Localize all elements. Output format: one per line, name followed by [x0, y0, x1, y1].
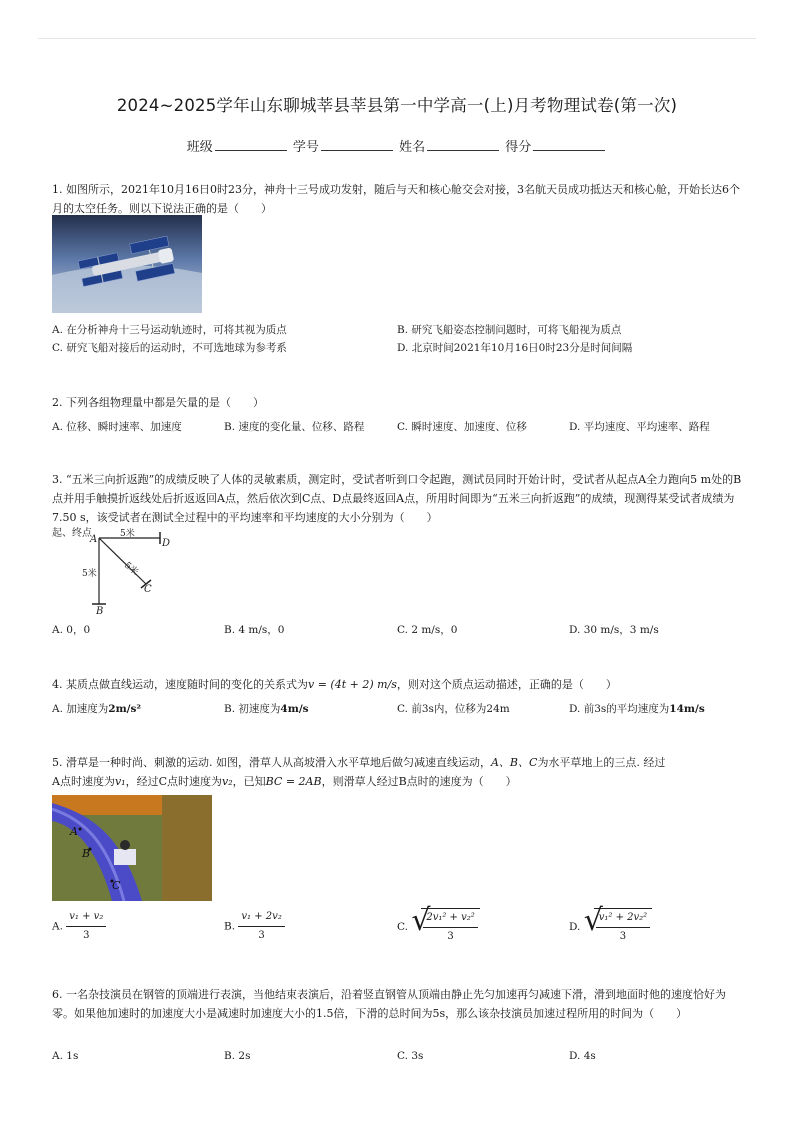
- question-5: [52, 753, 742, 791]
- question-3: [52, 470, 742, 527]
- q1-option-b[interactable]: B. 研究飞船姿态控制问题时，可将飞船视为质点: [397, 324, 622, 336]
- q5-relation: BC = 2AB: [265, 775, 322, 788]
- q5-points: A、B、C: [490, 756, 538, 769]
- q2-option-b[interactable]: B. 速度的变化量、位移、路程: [224, 421, 365, 433]
- q6-option-a[interactable]: A. 1s: [52, 1050, 79, 1062]
- q1-option-a[interactable]: A. 在分析神舟十三号运动轨迹时，可将其视为质点: [52, 324, 287, 336]
- score-blank[interactable]: [533, 138, 605, 151]
- q4-option-c[interactable]: C. 前3s内，位移为24m: [397, 703, 510, 715]
- q5-option-c[interactable]: C. √ $\frac{\text{2v₁² + v₂²}}{3}$: [397, 908, 480, 946]
- question-3-text: 3. “五米三向折返跑”的成绩反映了人体的灵敏素质，测定时，受试者听到口令起跑，测试员同时开始计时，受试者从起点A全力跑向5 m处的B点并用手触摸折返线处后折返返回A点，然后依次到C点、D点最终返回A点，所用时间即为“五米三向折返跑”的成绩，现测得某受试者成绩为7.50 s，该受试者在测试全过程中的平均速率和平均速度的大小分别为（ ）: [52, 473, 742, 524]
- grass-sliding-image: [52, 795, 212, 901]
- shuttle-run-diagram: [52, 526, 182, 616]
- question-1: [52, 180, 742, 218]
- length-top-label: 5米: [120, 529, 135, 539]
- q4-text-b: ，则对这个质点运动描述，正确的是（ ）: [396, 678, 617, 691]
- id-blank[interactable]: [321, 138, 393, 151]
- q5-v1: v₁: [114, 775, 126, 788]
- q4-option-d[interactable]: D. 前3s的平均速度为14m/s: [569, 703, 705, 715]
- exam-title: 2024~2025学年山东聊城莘县莘县第一中学高一(上)月考物理试卷(第一次): [116, 96, 678, 115]
- name-blank[interactable]: [427, 138, 499, 151]
- q5-option-b[interactable]: B. $\frac{\text{v₁ + 2v₂}}{3}$: [224, 908, 285, 945]
- q3-option-d[interactable]: D. 30 m/s，3 m/s: [569, 624, 659, 636]
- q3-option-b[interactable]: B. 4 m/s，0: [224, 624, 285, 636]
- q5-option-d[interactable]: D. √ $\frac{\text{v₁² + 2v₂²}}{3}$: [569, 908, 652, 946]
- question-2: [52, 393, 742, 412]
- q5-d-sqrt: √ $\frac{\text{v₁² + 2v₂²}}{3}$: [584, 908, 652, 946]
- length-diagonal-label: 5米: [122, 560, 140, 578]
- header-rule: [38, 38, 756, 39]
- q2-option-d[interactable]: D. 平均速度、平均速率、路程: [569, 421, 710, 433]
- point-d-label: D: [162, 538, 171, 549]
- question-4-text: [52, 675, 742, 694]
- name-label: 姓名: [399, 140, 426, 155]
- point-b-label: B: [96, 606, 104, 616]
- q6-option-d[interactable]: D. 4s: [569, 1050, 596, 1062]
- question-4: [52, 675, 742, 694]
- question-6: [52, 985, 742, 1023]
- question-2-text: 2. 下列各组物理量中都是矢量的是（ ）: [52, 396, 264, 409]
- question-6-text: 6. 一名杂技演员在钢管的顶端进行表演，当他结束表演后，沿着竖直钢管从顶端由静止先匀加速再匀减速下滑，滑到地面时他的速度恰好为零。如果他加速时的加速度大小是减速时加速度大小的1.5倍，下滑的总时间为5s，那么该杂技演员加速过程所用的时间为（ ）: [52, 988, 726, 1020]
- fig-point-c: C: [112, 879, 121, 892]
- q6-option-b[interactable]: B. 2s: [224, 1050, 251, 1062]
- q5-option-a[interactable]: A. $\frac{\text{v₁ + v₂}}{3}$: [52, 908, 106, 945]
- q3-option-a[interactable]: A. 0，0: [52, 624, 91, 636]
- q3-option-c[interactable]: C. 2 m/s，0: [397, 624, 458, 636]
- q5-a-fraction: $\frac{\text{v₁ + v₂}}{3}$: [66, 908, 106, 945]
- q1-option-d[interactable]: D. 北京时间2021年10月16日0时23分是时间间隔: [397, 342, 633, 354]
- q2-option-c[interactable]: C. 瞬时速度、加速度、位移: [397, 421, 527, 433]
- q1-option-c[interactable]: C. 研究飞船对接后的运动时，不可选地球为参考系: [52, 342, 287, 354]
- q4-option-b[interactable]: B. 初速度为4m/s: [224, 703, 309, 715]
- q2-option-a[interactable]: A. 位移、瞬时速率、加速度: [52, 421, 182, 433]
- q5-b-fraction: $\frac{\text{v₁ + 2v₂}}{3}$: [238, 908, 284, 945]
- q4-text-a: 4. 某质点做直线运动，速度随时间的变化的关系式为: [52, 678, 308, 691]
- class-label: 班级: [186, 140, 213, 155]
- score-label: 得分: [505, 140, 532, 155]
- class-blank[interactable]: [215, 138, 287, 151]
- q6-option-c[interactable]: C. 3s: [397, 1050, 424, 1062]
- fig-point-a: A: [70, 825, 78, 838]
- id-label: 学号: [292, 140, 319, 155]
- question-1-text: 1. 如图所示，2021年10月16日0时23分，神舟十三号成功发射，随后与天和核心舱交会对接，3名航天员成功抵达天和核心舱，开始长达6个月的太空任务。则以下说法正确的是（ ）: [52, 183, 740, 215]
- length-left-label: 5米: [82, 569, 97, 579]
- fig-point-b: B: [82, 847, 91, 860]
- q5-c-sqrt: √ $\frac{\text{2v₁² + v₂²}}{3}$: [411, 908, 479, 946]
- point-c-label: C: [144, 584, 152, 595]
- q4-formula: v = (4t + 2) m/s: [308, 678, 397, 691]
- diagram-start-label: 起、终点: [52, 528, 92, 539]
- spacecraft-image: [52, 215, 202, 313]
- q5-v2: v₂: [222, 775, 233, 788]
- point-a-label: A: [90, 534, 98, 545]
- student-info-line: [0, 136, 794, 155]
- question-5-text: 5. 滑草是一种时尚、刺激的运动. 如图，滑草人从高坡滑入水平草地后做匀减速直线运动，A、B、C为水平草地上的三点. 经过 A点时速度为v₁，经过C点时速度为v₂，已知BC = 2AB，则滑草人经过B点时的速度为（ ）: [52, 756, 666, 788]
- q4-option-a[interactable]: A. 加速度为2m/s²: [52, 703, 142, 715]
